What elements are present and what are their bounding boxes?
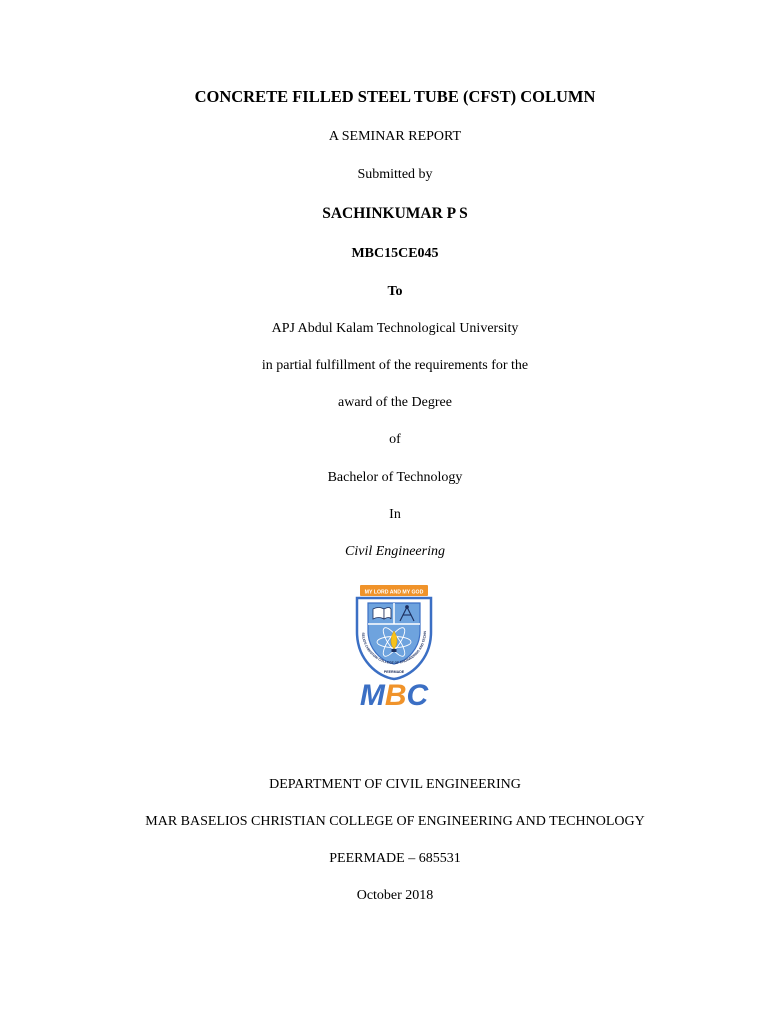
place-text: PEERMADE bbox=[383, 670, 405, 674]
motto-text: MY LORD AND MY GOD bbox=[364, 589, 424, 596]
register-number: MBC15CE045 bbox=[351, 246, 439, 261]
report-type: A SEMINAR REPORT bbox=[328, 129, 462, 144]
date: October 2018 bbox=[356, 888, 434, 903]
award-text: award of the Degree bbox=[338, 395, 452, 410]
title: CONCRETE FILLED STEEL TUBE (CFST) COLUMN bbox=[194, 87, 596, 106]
degree-name: Bachelor of Technology bbox=[327, 470, 463, 485]
author-name: SACHINKUMAR P S bbox=[322, 205, 468, 222]
college-logo bbox=[348, 582, 440, 712]
mbc-wordmark: MBC bbox=[359, 679, 429, 712]
branch-name: Civil Engineering bbox=[345, 544, 445, 559]
ring-text: SELIOS CHRISTIAN COLLEGE OF ENGINEERING AND TECHN bbox=[360, 631, 428, 666]
in-text: In bbox=[389, 507, 401, 522]
fulfillment-text: in partial fulfillment of the requirements for the bbox=[261, 358, 529, 373]
to-label: To bbox=[387, 284, 403, 299]
submitted-by: Submitted by bbox=[357, 167, 433, 182]
place-pin: PEERMADE – 685531 bbox=[329, 851, 461, 866]
university: APJ Abdul Kalam Technological University bbox=[271, 321, 519, 336]
book-icon bbox=[373, 608, 391, 620]
of-text: of bbox=[389, 432, 401, 447]
department: DEPARTMENT OF CIVIL ENGINEERING bbox=[269, 777, 521, 792]
college-name: MAR BASELIOS CHRISTIAN COLLEGE OF ENGINEERING AND TECHNOLOGY bbox=[145, 814, 645, 829]
